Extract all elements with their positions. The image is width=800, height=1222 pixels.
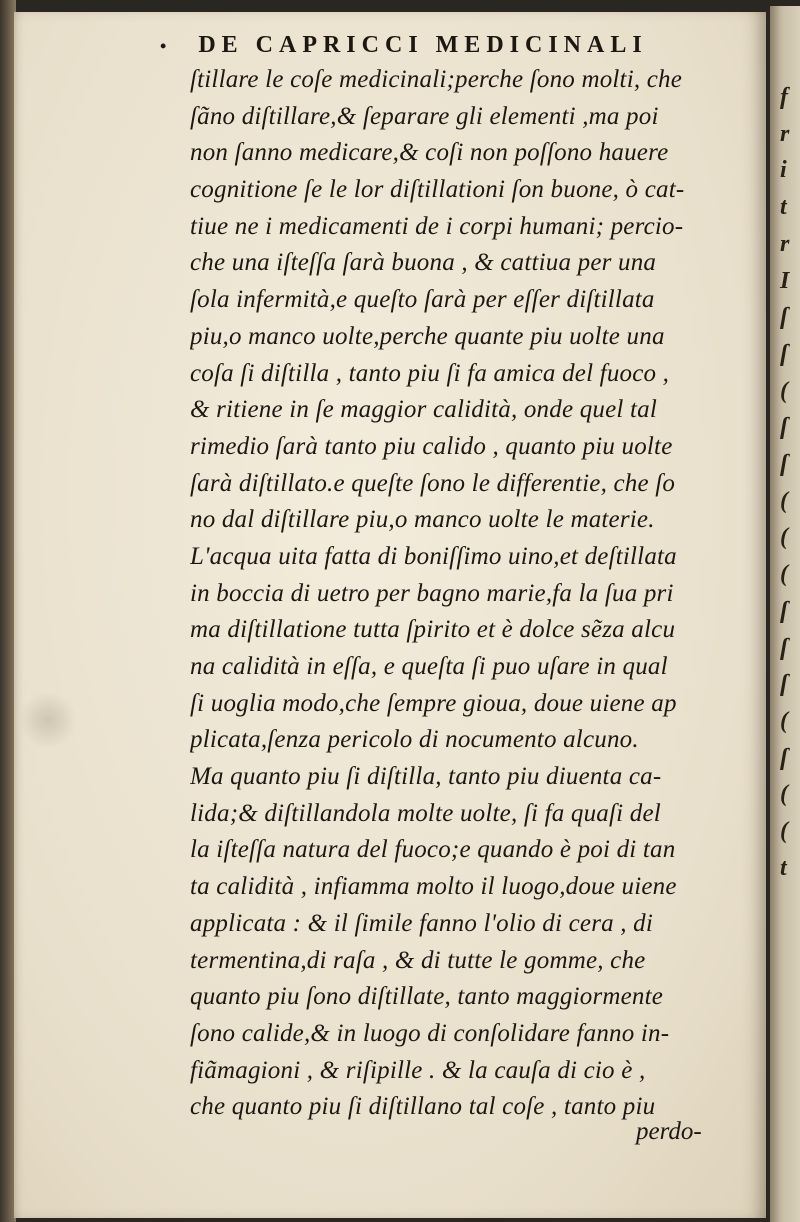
text-line: ſola infermità,e queſto ſarà per eſſer diſtillata	[190, 286, 655, 314]
edge-glyph: ſ	[780, 340, 788, 367]
text-line: non ſanno medicare,& coſi non poſſono hauere	[190, 139, 669, 167]
text-line: lida;& diſtillandola molte uolte, ſi fa quaſi del	[190, 799, 661, 827]
text-line: & ritiene in ſe maggior calidità, onde quel tal	[190, 396, 657, 424]
ink-bleed	[20, 690, 76, 750]
edge-glyph: ſ	[780, 744, 788, 771]
edge-glyph: f	[780, 84, 788, 110]
edge-glyph: t	[780, 854, 787, 881]
edge-glyph: (	[780, 818, 788, 844]
edge-glyph: t	[780, 194, 787, 221]
header-mark: •	[160, 36, 173, 56]
text-line: ſtillare le coſe medicinali;perche ſono molti, che	[190, 66, 683, 93]
text-line: ſi uoglia modo,che ſempre gioua, doue uiene ap	[190, 689, 677, 717]
edge-glyph: ſ	[780, 414, 788, 441]
running-title: DE CAPRICCI MEDICINALI	[198, 32, 648, 58]
text-line: ſãno diſtillare,& ſeparare gli elementi ,ma poi	[190, 102, 659, 130]
edge-glyph: (	[780, 487, 788, 514]
text-line: coſa ſi diſtilla , tanto piu ſi fa amica del fuoco ,	[190, 359, 670, 387]
text-line: fiãmagioni , & riſipille . & la cauſa di cio è ,	[190, 1056, 646, 1084]
edge-glyph: ſ	[780, 597, 788, 624]
facing-page-edge	[770, 6, 800, 1222]
edge-glyph: r	[780, 120, 790, 147]
catchword: perdo-	[636, 1118, 702, 1145]
edge-glyph: (	[780, 377, 788, 404]
text-line: ſarà diſtillato.e queſte ſono le differentie, che ſo	[190, 469, 676, 497]
text-line: applicata : & il ſimile fanno l'olio di cera , di	[190, 909, 654, 937]
edge-glyph: (	[780, 561, 788, 588]
edge-glyph: ſ	[780, 671, 788, 698]
text-line: ſono calide,& in luogo di conſolidare fanno in-	[190, 1019, 670, 1047]
text-line: no dal diſtillare piu,o manco uolte le materie.	[190, 506, 655, 534]
edge-glyph: (	[780, 781, 788, 808]
text-line: ma diſtillatione tutta ſpirito et è dolce sẽza alcu	[190, 616, 676, 644]
edge-glyph: ſ	[780, 634, 788, 661]
text-line: na calidità in eſſa, e queſta ſi puo uſare in qual	[190, 653, 668, 680]
text-line: tiue ne i medicamenti de i corpi humani; percio-	[190, 212, 684, 240]
text-line: rimedio ſarà tanto piu calido , quanto piu uolte	[190, 432, 673, 460]
text-line: la iſteſſa natura del fuoco;e quando è poi di tan	[190, 836, 676, 864]
text-line: che una iſteſſa ſarà buona , & cattiua per una	[190, 249, 657, 277]
edge-glyph: r	[780, 230, 790, 257]
text-line: ta calidità , infiamma molto il luogo,doue uiene	[190, 873, 677, 901]
edge-glyph: (	[780, 524, 788, 551]
text-line: L'acqua uita fatta di boniſſimo uino,et deſtillata	[190, 542, 677, 570]
edge-glyph: ſ	[780, 451, 788, 477]
edge-glyph: (	[780, 707, 788, 734]
text-line: piu,o manco uolte,perche quante piu uolte una	[190, 322, 665, 350]
text-line: plicata,ſenza pericolo di nocumento alcuno.	[190, 726, 639, 754]
edge-glyph: I	[780, 267, 790, 294]
text-line: quanto piu ſono diſtillate, tanto maggiormente	[190, 983, 664, 1011]
text-line: Ma quanto piu ſi diſtilla, tanto piu diuenta ca-	[190, 763, 662, 791]
edge-glyph: ſ	[780, 304, 788, 331]
edge-glyph: i	[780, 157, 787, 184]
text-line: che quanto piu ſi diſtillano tal coſe , tanto piu	[190, 1093, 656, 1121]
text-line: cognitione ſe le lor diſtillationi ſon buone, ò cat-	[190, 176, 685, 204]
text-line: termentina,di raſa , & di tutte le gomme, che	[190, 946, 646, 974]
body-text	[190, 62, 760, 1126]
text-line: in boccia di uetro per bagno marie,fa la ſua pri	[190, 579, 674, 607]
